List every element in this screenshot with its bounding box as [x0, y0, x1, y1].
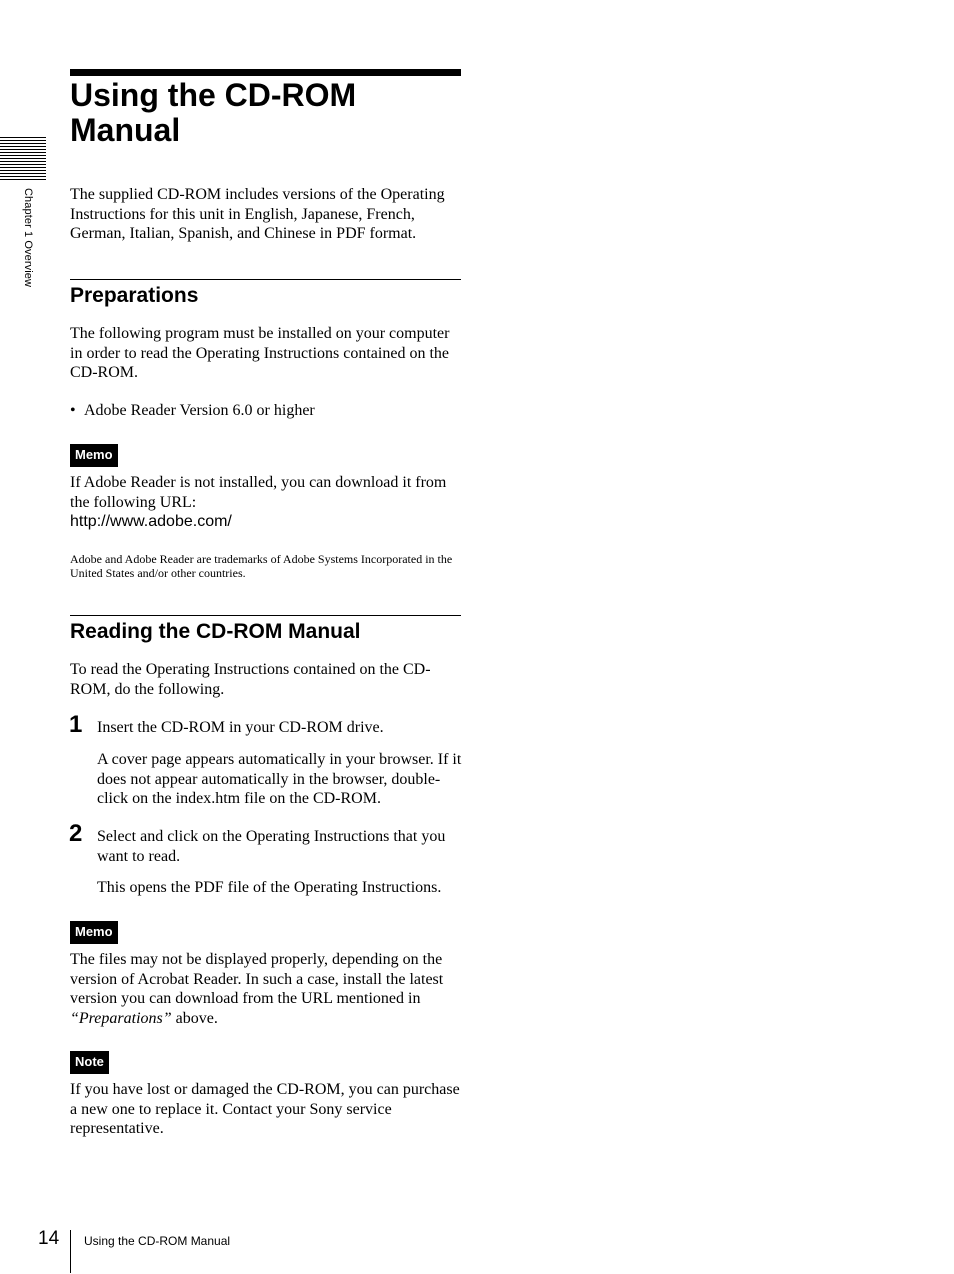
- memo-text: If Adobe Reader is not installed, you can download it from the following URL:: [70, 474, 447, 511]
- memo-text-end: above.: [171, 1009, 218, 1027]
- chapter-tab-marker: [0, 137, 46, 181]
- chapter-label: Chapter 1 Overview: [22, 188, 34, 288]
- page-title-line-2: Manual: [70, 112, 181, 148]
- page-number: 14: [38, 1228, 60, 1249]
- note-text: If you have lost or damaged the CD-ROM, you can purchase a new one to replace it. Contact your Sony service representative.: [70, 1081, 460, 1137]
- adobe-url-link[interactable]: http://www.adobe.com/: [70, 513, 232, 530]
- footer-title: Using the CD-ROM Manual: [84, 1234, 231, 1248]
- page-title-line-1: Using the CD-ROM: [70, 77, 357, 113]
- step-detail: A cover page appears automatically in your browser. If it does not appear automatically in the browser, double-click on the index.htm file on the CD-ROM.: [97, 751, 462, 807]
- memo-text: [70, 950, 461, 1028]
- heading-preparations: Preparations: [70, 284, 199, 307]
- memo-reference: “Preparations”: [70, 1009, 172, 1027]
- preparations-paragraph: The following program must be installed on your computer in order to read the Operating Instructions contained on the CD-ROM.: [70, 325, 450, 381]
- memo-label: Memo: [70, 444, 118, 467]
- page-title: [70, 78, 461, 148]
- step-instruction: Select and click on the Operating Instructions that you want to read.: [97, 828, 446, 865]
- reading-intro: To read the Operating Instructions contained on the CD-ROM, do the following.: [70, 661, 431, 698]
- trademark-notice: Adobe and Adobe Reader are trademarks of Adobe Systems Incorporated in the United States and/or other countries.: [70, 552, 453, 580]
- bullet-mark: •: [70, 402, 76, 419]
- note-label: Note: [70, 1051, 109, 1074]
- footer-divider: [70, 1230, 71, 1273]
- step-instruction: Insert the CD-ROM in your CD-ROM drive.: [97, 719, 384, 736]
- memo-label: Memo: [70, 921, 118, 944]
- memo-block: [70, 473, 461, 531]
- step-number: 1: [69, 711, 83, 738]
- heading-reading: Reading the CD-ROM Manual: [70, 620, 361, 643]
- intro-paragraph: The supplied CD-ROM includes versions of the Operating Instructions for this unit in English, Japanese, French, German, Italian, Spanish, and Chinese in PDF format.: [70, 186, 445, 242]
- title-rule: [70, 69, 461, 76]
- bullet-text: Adobe Reader Version 6.0 or higher: [84, 402, 315, 419]
- step-detail: This opens the PDF file of the Operating Instructions.: [97, 879, 442, 896]
- memo-text-start: The files may not be displayed properly, depending on the version of Acrobat Reader. In such a case, install the latest version you can download from the URL mentioned in: [70, 951, 444, 1007]
- step-number: 2: [69, 820, 83, 847]
- list-item: [70, 401, 315, 421]
- section-rule-preparations: [70, 279, 461, 280]
- section-rule-reading: [70, 615, 461, 616]
